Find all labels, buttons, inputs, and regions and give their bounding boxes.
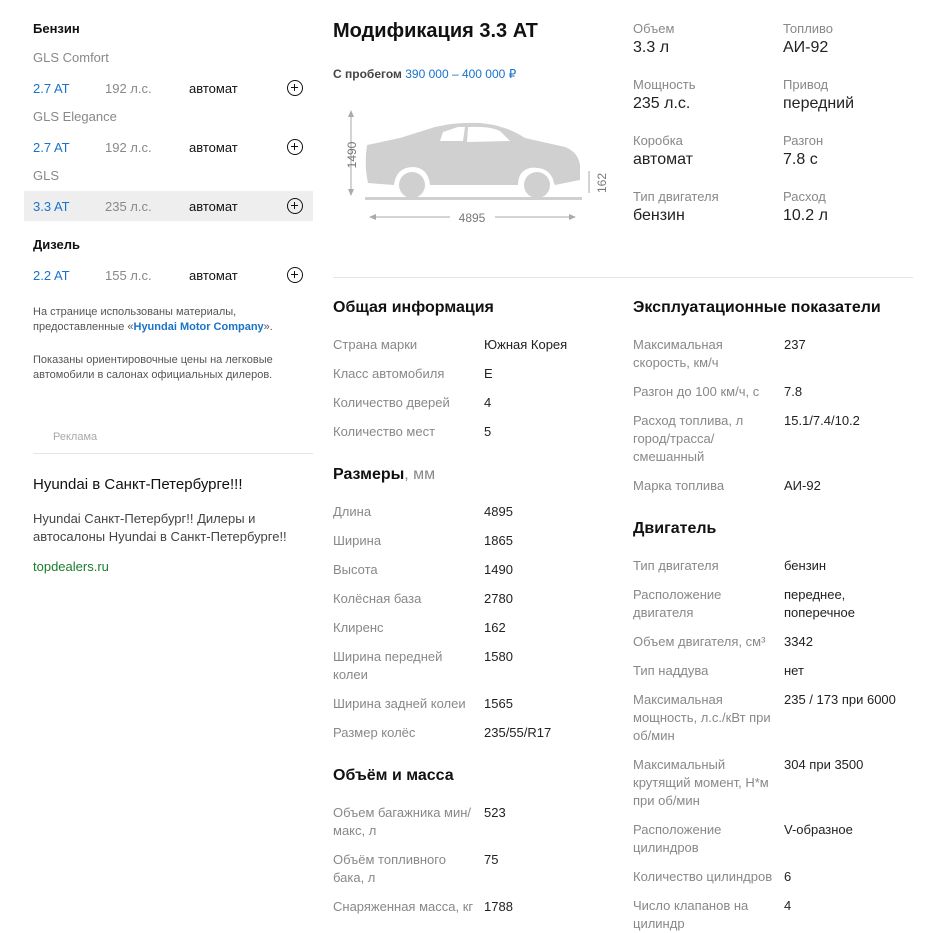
mileage-price: [333, 67, 516, 81]
length-value: 4895: [458, 211, 486, 225]
spec-power: [633, 77, 696, 113]
section-title-performance: Эксплуатационные показатели: [633, 299, 881, 316]
row-value: АИ-92: [784, 478, 821, 493]
row-label: Максимальный крутящий момент, Н*м при об/мин: [633, 757, 769, 808]
row-label: Класс автомобиля: [333, 366, 445, 381]
spec-volume: [633, 21, 674, 57]
row-label: Максимальная мощность, л.с./кВт при об/мин: [633, 692, 771, 743]
row-label: Объем багажника мин/макс, л: [333, 805, 472, 838]
ad-label: Реклама: [53, 431, 98, 443]
mileage-price-link[interactable]: 390 000 – 400 000 ₽: [405, 67, 517, 81]
row-value: 304 при 3500: [784, 757, 864, 772]
row-value: 237: [784, 337, 806, 352]
spec-gearbox: [633, 133, 693, 169]
spec-value: 7.8 с: [783, 151, 818, 168]
ad-link[interactable]: topdealers.ru: [33, 559, 109, 574]
spec-value: передний: [783, 95, 855, 112]
modification-gearbox: автомат: [189, 199, 238, 214]
arrow-head: [348, 110, 354, 117]
row-label: Марка топлива: [633, 478, 725, 493]
row-value: Южная Корея: [484, 337, 568, 352]
wheel: [524, 172, 550, 198]
ground-line: [365, 197, 582, 200]
row-label: Число клапанов на цилиндр: [633, 898, 749, 931]
height-value: 1490: [345, 141, 359, 169]
modification-link[interactable]: 2.7 AT: [33, 81, 70, 96]
row-value: 1788: [484, 899, 513, 914]
modification-power: 192 л.с.: [105, 140, 152, 155]
row-label: Расположение двигателя: [633, 587, 722, 620]
row-label: Тип двигателя: [633, 558, 719, 573]
section-title-text: Размеры: [333, 466, 405, 483]
car-dimensions-diagram: [340, 105, 609, 230]
row-value: 7.8: [784, 384, 803, 399]
section-title-volume: Объём и масса: [333, 767, 454, 784]
materials-note: [33, 305, 273, 335]
spec-value: 3.3 л: [633, 39, 670, 56]
spec-value: бензин: [633, 207, 685, 224]
spec-drive: [783, 77, 854, 113]
modification-gearbox: автомат: [189, 140, 238, 155]
modification-link[interactable]: 2.7 AT: [33, 140, 70, 155]
row-value: бензин: [784, 558, 827, 573]
row-label: Размер колёс: [333, 725, 416, 740]
spec-acceleration: [783, 133, 823, 169]
row-value: 75: [484, 852, 499, 867]
row-label: Ширина: [333, 533, 382, 548]
row-label: Количество мест: [333, 424, 436, 439]
spec-value: АИ-92: [783, 39, 829, 56]
modification-gearbox: автомат: [189, 81, 238, 96]
spec-label: Расход: [783, 189, 826, 204]
spec-value: 235 л.с.: [633, 95, 691, 112]
row-value: 162: [484, 620, 506, 635]
add-compare-icon[interactable]: [287, 139, 303, 155]
add-compare-icon[interactable]: [287, 267, 303, 283]
row-label: Колёсная база: [333, 591, 422, 606]
hyundai-company-link[interactable]: Hyundai Motor Company: [133, 321, 264, 333]
modification-power: 192 л.с.: [105, 81, 152, 96]
section-title-engine: Двигатель: [633, 520, 717, 537]
spec-label: Тип двигателя: [633, 189, 719, 204]
row-value: 1490: [484, 562, 513, 577]
row-value: 2780: [484, 591, 513, 606]
modification-row[interactable]: [24, 132, 313, 162]
modification-power: 155 л.с.: [105, 268, 152, 283]
spec-label: Мощность: [633, 77, 696, 92]
row-label: Количество дверей: [333, 395, 450, 410]
prices-note: Показаны ориентировочные цены на легковые автомобили в салонах официальных дилеров.: [33, 354, 273, 381]
modification-link[interactable]: 3.3 AT: [33, 199, 70, 214]
section-title-general: Общая информация: [333, 299, 494, 316]
row-label: Тип наддува: [633, 663, 709, 678]
divider: [333, 277, 913, 278]
add-compare-icon[interactable]: [287, 80, 303, 96]
spec-label: Разгон: [783, 133, 824, 148]
row-value: 1580: [484, 649, 513, 664]
spec-value: 10.2 л: [783, 207, 828, 224]
row-label: Расположение цилиндров: [633, 822, 722, 855]
row-value: V-образное: [784, 822, 853, 837]
spec-engine-type: [633, 189, 719, 225]
section-title-unit: , мм: [404, 466, 436, 483]
row-label: Количество цилиндров: [633, 869, 773, 884]
model-name: GLS Elegance: [33, 109, 117, 124]
modification-row[interactable]: [24, 73, 313, 103]
wheel: [399, 172, 425, 198]
note-text: ».: [263, 321, 273, 333]
row-value: 3342: [784, 634, 813, 649]
spec-label: Топливо: [783, 21, 834, 36]
spec-label: Привод: [783, 77, 829, 92]
row-value: 1865: [484, 533, 513, 548]
spec-label: Коробка: [633, 133, 683, 148]
modification-power: 235 л.с.: [105, 199, 152, 214]
row-value: 4: [484, 395, 492, 410]
arrow-head: [369, 214, 376, 220]
row-value: 235/55/R17: [484, 725, 552, 740]
row-value: 4: [784, 898, 792, 913]
row-value: переднее, поперечное: [784, 587, 855, 620]
clearance-value: 162: [595, 172, 609, 194]
row-value: нет: [784, 663, 804, 678]
row-label: Разгон до 100 км/ч, с: [633, 384, 760, 399]
add-compare-icon[interactable]: [287, 198, 303, 214]
spec-label: Объем: [633, 21, 675, 36]
group-title-diesel: Дизель: [33, 237, 81, 252]
modification-gearbox: автомат: [189, 268, 238, 283]
section-title-sizes: [333, 466, 435, 484]
row-value: 15.1/7.4/10.2: [784, 413, 860, 428]
page-title: Модификация 3.3 AT: [333, 20, 538, 42]
ad-title[interactable]: Hyundai в Санкт-Петербурге!!!: [33, 476, 243, 493]
row-value: E: [484, 366, 493, 381]
mileage-label: С пробегом: [333, 67, 402, 81]
row-label: Ширина задней колеи: [333, 696, 466, 711]
spec-value: автомат: [633, 151, 693, 168]
row-value: 1565: [484, 696, 513, 711]
row-label: Клиренс: [333, 620, 384, 635]
row-label: Снаряженная масса, кг: [333, 899, 474, 914]
arrow-head: [569, 214, 576, 220]
ad-text[interactable]: Hyundai Санкт-Петербург!! Дилеры и автосалоны Hyundai в Санкт-Петербурге!!: [33, 511, 287, 544]
group-title-petrol: Бензин: [33, 21, 80, 36]
spec-fuel: [783, 21, 833, 57]
row-label: Высота: [333, 562, 378, 577]
model-name: GLS Comfort: [33, 50, 109, 65]
arrow-head: [348, 189, 354, 196]
row-label: Объем двигателя, см³: [633, 634, 766, 649]
row-label: Страна марки: [333, 337, 418, 352]
model-name: GLS: [33, 168, 60, 183]
modification-link[interactable]: 2.2 AT: [33, 268, 70, 283]
row-value: 4895: [484, 504, 513, 519]
row-value: 6: [784, 869, 792, 884]
row-value: 5: [484, 424, 492, 439]
modification-row[interactable]: [24, 260, 313, 290]
row-value: 235 / 173 при 6000: [784, 692, 896, 707]
note-text: На странице использованы материалы, предоставленные «: [33, 306, 237, 333]
modification-row-selected[interactable]: [24, 191, 313, 221]
divider: [33, 453, 313, 454]
row-label: Длина: [333, 504, 372, 519]
row-label: Объём топливного бака, л: [333, 852, 446, 885]
spec-consumption: [783, 189, 828, 225]
row-label: Расход топлива, л город/трасса/смешанный: [633, 413, 744, 464]
row-label: Ширина передней колеи: [333, 649, 443, 682]
row-label: Максимальная скорость, км/ч: [633, 337, 723, 370]
row-value: 523: [484, 805, 506, 820]
